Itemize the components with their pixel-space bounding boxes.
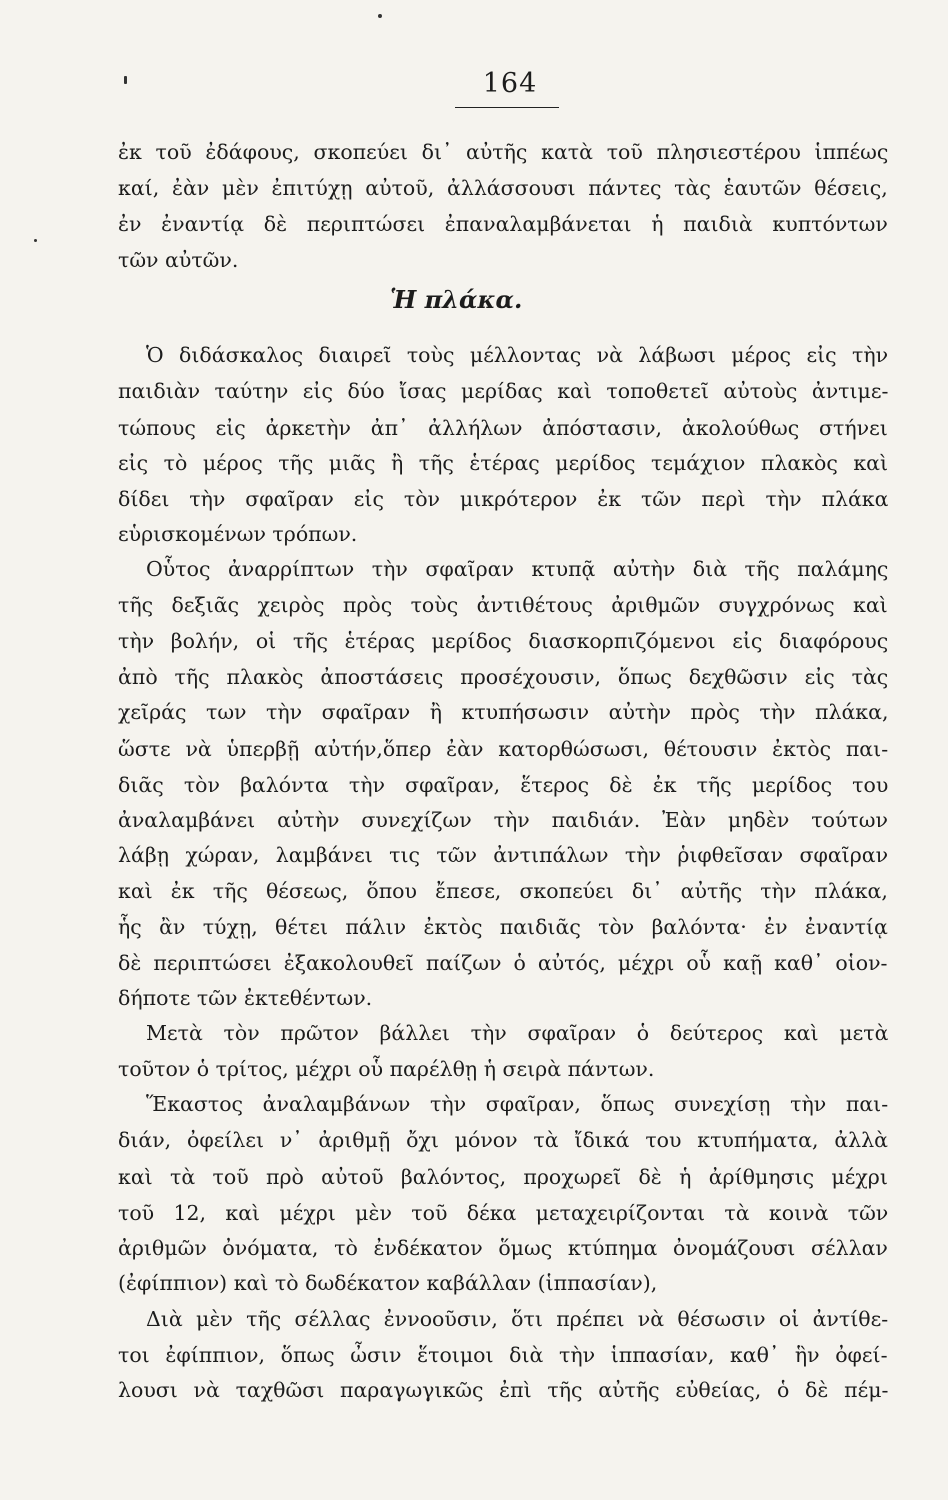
text-line: Οὗτος ἀναρρίπτων τὴν σφαῖραν κτυπᾷ αὐτὴν διὰ τῆς παλάμης [146, 557, 889, 581]
text-line: δὲ περιπτώσει ἐξακολουθεῖ παίζων ὁ αὐτός, μέχρι οὗ καῇ καθ᾽ οἱον- [118, 951, 888, 975]
text-line: Διὰ μὲν τῆς σέλλας ἐννοοῦσιν, ὅτι πρέπει νὰ θέσωσιν οἱ ἀντίθε- [146, 1307, 889, 1331]
text-line: παιδιὰν ταύτην εἰς δύο ἴσας μερίδας καὶ τοποθετεῖ αὐτοὺς ἀντιμε- [118, 379, 889, 403]
text-line: Ὁ διδάσκαλος διαιρεῖ τοὺς μέλλοντας νὰ λάβωσι μέρος εἰς τὴν [146, 343, 889, 367]
text-line: καί, ἐὰν μὲν ἐπιτύχῃ αὐτοῦ, ἀλλάσσουσι πάντες τὰς ἑαυτῶν θέσεις, [118, 176, 888, 200]
text-line: λουσι νὰ ταχθῶσι παραγωγικῶς ἐπὶ τῆς αὐτῆς εὐθείας, ὁ δὲ πέμ- [118, 1378, 889, 1402]
text-line: Ἕκαστος ἀναλαμβάνων τὴν σφαῖραν, ὅπως συνεχίσῃ τὴν παι- [146, 1092, 889, 1116]
section-heading: Ἡ πλάκα. [390, 285, 523, 314]
text-line: δίδει τὴν σφαῖραν εἰς τὸν μικρότερον ἐκ τῶν περὶ τὴν πλάκα [118, 487, 889, 511]
text-line: τοι ἐφίππιον, ὅπως ὦσιν ἕτοιμοι διὰ τὴν ἱππασίαν, καθ᾽ ἣν ὀφεί- [118, 1343, 888, 1367]
text-line: διᾶς τὸν βαλόντα τὴν σφαῖραν, ἕτερος δὲ ἐκ τῆς μερίδος του [118, 773, 889, 797]
text-line: ἐκ τοῦ ἐδάφους, σκοπεύει δι᾽ αὐτῆς κατὰ τοῦ πλησιεστέρου ἱππέως [118, 140, 889, 164]
text-line: εὑρισκομένων τρόπων. [118, 522, 358, 546]
text-line: Μετὰ τὸν πρῶτον βάλλει τὴν σφαῖραν ὁ δεύτερος καὶ μετὰ [146, 1021, 889, 1045]
text-line: ἀριθμῶν ὀνόματα, τὸ ἐνδέκατον ὅμως κτύπημα ὀνομάζουσι σέλλαν [118, 1236, 888, 1260]
text-line: διάν, ὀφείλει ν᾽ ἀριθμῇ ὄχι μόνον τὰ ἴδικά του κτυπήματα, ἀλλὰ [118, 1128, 889, 1152]
ink-speck [378, 14, 382, 18]
text-line: ἐν ἐναντίᾳ δὲ περιπτώσει ἐπαναλαμβάνεται ἡ παιδιὰ κυπτόντων [118, 212, 888, 236]
text-line: χεῖράς των τὴν σφαῖραν ἢ κτυπήσωσιν αὐτὴν πρὸς τὴν πλάκα, [118, 700, 889, 724]
text-line: τῆς δεξιᾶς χειρὸς πρὸς τοὺς ἀντιθέτους ἀριθμῶν συγχρόνως καὶ [118, 593, 888, 617]
text-line: τῶν αὐτῶν. [118, 248, 239, 272]
text-line: λάβῃ χώραν, λαμβάνει τις τῶν ἀντιπάλων τὴν ῥιφθεῖσαν σφαῖραν [118, 843, 889, 867]
text-line: ἀναλαμβάνει αὐτὴν συνεχίζων τὴν παιδιάν. Ἐὰν μηδὲν τούτων [118, 808, 888, 832]
text-line: δήποτε τῶν ἐκτεθέντων. [118, 986, 373, 1010]
text-line: τοῦ 12, καὶ μέχρι μὲν τοῦ δέκα μεταχειρίζονται τὰ κοινὰ τῶν [118, 1201, 889, 1225]
text-line: ὥστε νὰ ὑπερβῇ αὐτήν,ὅπερ ἐὰν κατορθώσωσι, θέτουσιν ἐκτὸς παι- [118, 737, 889, 761]
text-line: καὶ τὰ τοῦ πρὸ αὐτοῦ βαλόντος, προχωρεῖ δὲ ἡ ἀρίθμησις μέχρι [118, 1165, 888, 1189]
text-line: τώπους εἰς ἀρκετὴν ἀπ᾽ ἀλλήλων ἀπόστασιν, ἀκολούθως στήνει [118, 416, 888, 440]
page-number-rule [455, 107, 559, 108]
ink-speck [34, 239, 37, 242]
text-line: ἀπὸ τῆς πλακὸς ἀποστάσεις προσέχουσιν, ὅπως δεχθῶσιν εἰς τὰς [118, 665, 889, 689]
text-line: ἧς ἂν τύχῃ, θέτει πάλιν ἐκτὸς παιδιᾶς τὸν βαλόντα· ἐν ἐναντίᾳ [118, 915, 888, 939]
text-line: καὶ ἐκ τῆς θέσεως, ὅπου ἔπεσε, σκοπεύει δι᾽ αὐτῆς τὴν πλάκα, [118, 879, 888, 903]
text-line: τὴν βολήν, οἱ τῆς ἑτέρας μερίδος διασκορπιζόμενοι εἰς διαφόρους [118, 629, 889, 653]
text-line: (ἐφίππιον) καὶ τὸ δωδέκατον καβάλλαν (ἱππασίαν), [118, 1271, 658, 1295]
page-number: 164 [482, 68, 538, 99]
text-line: εἰς τὸ μέρος τῆς μιᾶς ἢ τῆς ἑτέρας μερίδος τεμάχιον πλακὸς καὶ [118, 451, 889, 475]
text-line: τοῦτον ὁ τρίτος, μέχρι οὗ παρέλθῃ ἡ σειρὰ πάντων. [118, 1057, 655, 1081]
ink-speck [124, 76, 127, 84]
